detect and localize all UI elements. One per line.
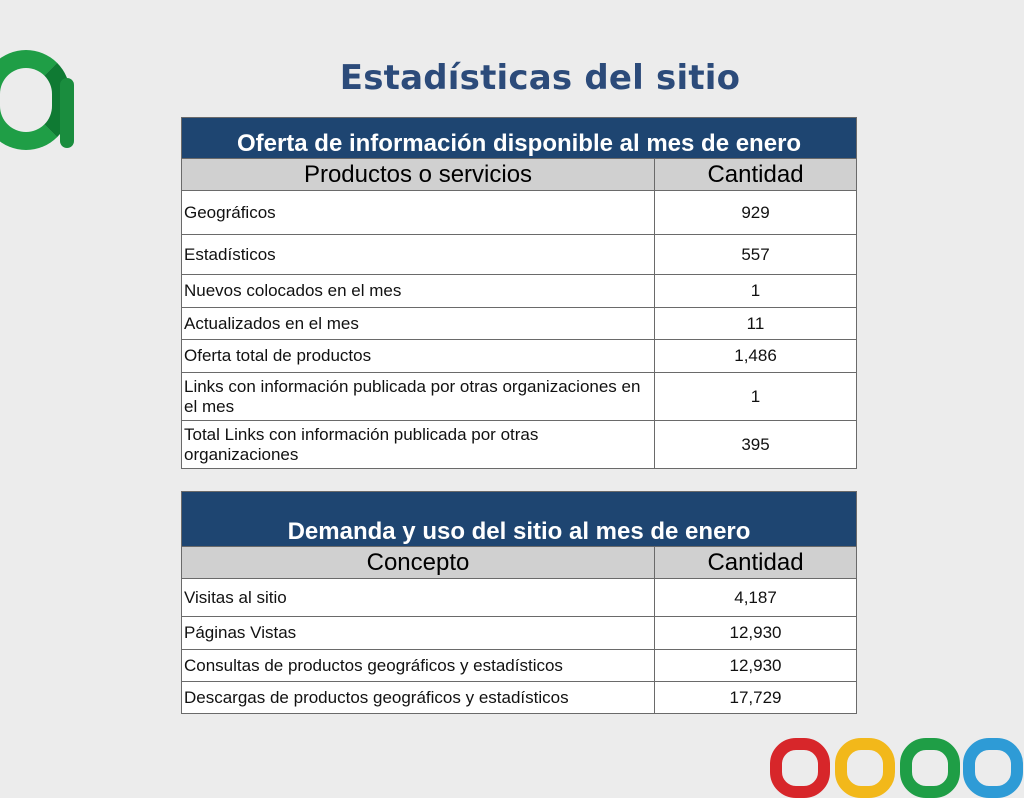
row-value: 1 (655, 275, 857, 308)
demand-table (181, 491, 857, 714)
table-row (182, 308, 857, 340)
offer-col-header-quantity: Cantidad (655, 159, 857, 191)
row-label: Geográficos (182, 191, 655, 235)
table-row (182, 579, 857, 617)
row-value: 12,930 (655, 650, 857, 682)
table-row (182, 235, 857, 275)
decor-green-ring-icon (900, 738, 960, 798)
row-value: 1 (655, 373, 857, 421)
demand-table-caption: Demanda y uso del sitio al mes de enero (182, 492, 857, 547)
row-label: Estadísticos (182, 235, 655, 275)
row-label: Nuevos colocados en el mes (182, 275, 655, 308)
row-value: 557 (655, 235, 857, 275)
row-label: Consultas de productos geográficos y estadísticos (182, 650, 655, 682)
row-value: 17,729 (655, 682, 857, 714)
row-value: 395 (655, 421, 857, 469)
row-label: Descargas de productos geográficos y estadísticos (182, 682, 655, 714)
demand-col-header-concept: Concepto (182, 547, 655, 579)
row-label: Visitas al sitio (182, 579, 655, 617)
row-value: 1,486 (655, 340, 857, 373)
offer-table (181, 117, 857, 469)
row-value: 11 (655, 308, 857, 340)
row-value: 929 (655, 191, 857, 235)
row-label: Links con información publicada por otras organizaciones en el mes (182, 373, 655, 421)
row-label: Oferta total de productos (182, 340, 655, 373)
decor-yellow-ring-icon (835, 738, 895, 798)
table-row (182, 421, 857, 469)
table-row (182, 340, 857, 373)
offer-table-caption: Oferta de información disponible al mes de enero (182, 118, 857, 159)
table-row (182, 682, 857, 714)
table-row (182, 275, 857, 308)
page-title: Estadísticas del sitio (339, 58, 741, 98)
decor-red-ring-icon (770, 738, 830, 798)
table-row (182, 373, 857, 421)
row-label: Actualizados en el mes (182, 308, 655, 340)
row-value: 4,187 (655, 579, 857, 617)
table-row (182, 650, 857, 682)
row-value: 12,930 (655, 617, 857, 650)
row-label: Páginas Vistas (182, 617, 655, 650)
offer-col-header-products: Productos o servicios (182, 159, 655, 191)
table-row (182, 191, 857, 235)
decor-blue-ring-icon (963, 738, 1023, 798)
row-label: Total Links con información publicada por otras organizaciones (182, 421, 655, 469)
demand-col-header-quantity: Cantidad (655, 547, 857, 579)
table-row (182, 617, 857, 650)
